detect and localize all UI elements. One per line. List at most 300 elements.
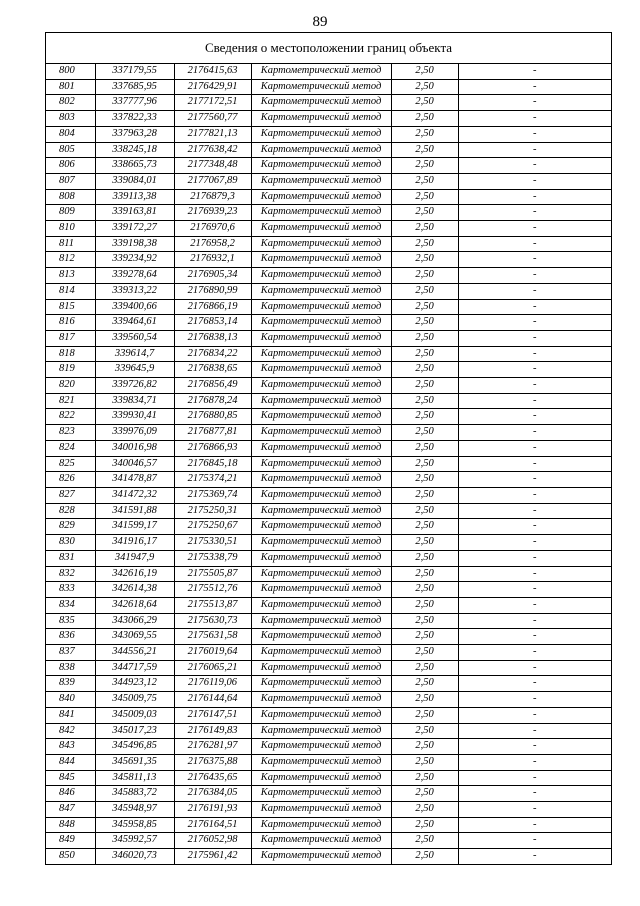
- point-number-cell: 810: [46, 221, 95, 237]
- accuracy-cell: 2,50: [391, 582, 458, 598]
- point-number-cell: 832: [46, 566, 95, 582]
- point-number-cell: 819: [46, 362, 95, 378]
- y-coordinate-cell: 2176415,63: [174, 64, 251, 79]
- x-coordinate-cell: 339400,66: [95, 299, 174, 315]
- method-cell: Картометрический метод: [251, 833, 391, 849]
- accuracy-cell: 2,50: [391, 487, 458, 503]
- accuracy-cell: 2,50: [391, 95, 458, 111]
- accuracy-cell: 2,50: [391, 786, 458, 802]
- y-coordinate-cell: 2176281,97: [174, 739, 251, 755]
- x-coordinate-cell: 345496,85: [95, 739, 174, 755]
- accuracy-cell: 2,50: [391, 205, 458, 221]
- point-number-cell: 803: [46, 111, 95, 127]
- method-cell: Картометрический метод: [251, 158, 391, 174]
- description-cell: -: [458, 173, 611, 189]
- y-coordinate-cell: 2176970,6: [174, 221, 251, 237]
- x-coordinate-cell: 341478,87: [95, 472, 174, 488]
- method-cell: Картометрический метод: [251, 111, 391, 127]
- accuracy-cell: 2,50: [391, 597, 458, 613]
- table-title: Сведения о местоположении границ объекта: [46, 33, 611, 64]
- x-coordinate-cell: 345883,72: [95, 786, 174, 802]
- description-cell: -: [458, 378, 611, 394]
- table-row: [46, 189, 611, 205]
- accuracy-cell: 2,50: [391, 79, 458, 95]
- accuracy-cell: 2,50: [391, 550, 458, 566]
- accuracy-cell: 2,50: [391, 409, 458, 425]
- x-coordinate-cell: 339560,54: [95, 330, 174, 346]
- x-coordinate-cell: 337822,33: [95, 111, 174, 127]
- description-cell: -: [458, 535, 611, 551]
- table-row: [46, 79, 611, 95]
- point-number-cell: 806: [46, 158, 95, 174]
- table-row: [46, 676, 611, 692]
- x-coordinate-cell: 341591,88: [95, 503, 174, 519]
- table-row: [46, 613, 611, 629]
- method-cell: Картометрический метод: [251, 79, 391, 95]
- method-cell: Картометрический метод: [251, 252, 391, 268]
- x-coordinate-cell: 341599,17: [95, 519, 174, 535]
- y-coordinate-cell: 2176375,88: [174, 754, 251, 770]
- method-cell: Картометрический метод: [251, 566, 391, 582]
- table-row: [46, 629, 611, 645]
- point-number-cell: 818: [46, 346, 95, 362]
- table-row: [46, 158, 611, 174]
- table-row: [46, 440, 611, 456]
- description-cell: -: [458, 613, 611, 629]
- description-cell: -: [458, 833, 611, 849]
- x-coordinate-cell: 338245,18: [95, 142, 174, 158]
- accuracy-cell: 2,50: [391, 158, 458, 174]
- y-coordinate-cell: 2176019,64: [174, 645, 251, 661]
- table-row: [46, 849, 611, 864]
- accuracy-cell: 2,50: [391, 849, 458, 864]
- y-coordinate-cell: 2175631,58: [174, 629, 251, 645]
- y-coordinate-cell: 2177821,13: [174, 126, 251, 142]
- x-coordinate-cell: 345009,75: [95, 692, 174, 708]
- y-coordinate-cell: 2175369,74: [174, 487, 251, 503]
- y-coordinate-cell: 2176429,91: [174, 79, 251, 95]
- x-coordinate-cell: 345948,97: [95, 802, 174, 818]
- method-cell: Картометрический метод: [251, 283, 391, 299]
- x-coordinate-cell: 340016,98: [95, 440, 174, 456]
- table-row: [46, 472, 611, 488]
- y-coordinate-cell: 2176856,49: [174, 378, 251, 394]
- accuracy-cell: 2,50: [391, 126, 458, 142]
- table-row: [46, 283, 611, 299]
- table-row: [46, 64, 611, 79]
- accuracy-cell: 2,50: [391, 535, 458, 551]
- accuracy-cell: 2,50: [391, 754, 458, 770]
- description-cell: -: [458, 550, 611, 566]
- accuracy-cell: 2,50: [391, 252, 458, 268]
- description-cell: -: [458, 707, 611, 723]
- x-coordinate-cell: 342616,19: [95, 566, 174, 582]
- point-number-cell: 828: [46, 503, 95, 519]
- method-cell: Картометрический метод: [251, 346, 391, 362]
- point-number-cell: 847: [46, 802, 95, 818]
- description-cell: -: [458, 645, 611, 661]
- method-cell: Картометрический метод: [251, 142, 391, 158]
- accuracy-cell: 2,50: [391, 299, 458, 315]
- table-row: [46, 236, 611, 252]
- point-number-cell: 805: [46, 142, 95, 158]
- point-number-cell: 833: [46, 582, 95, 598]
- method-cell: Картометрический метод: [251, 707, 391, 723]
- point-number-cell: 808: [46, 189, 95, 205]
- method-cell: Картометрический метод: [251, 362, 391, 378]
- method-cell: Картометрический метод: [251, 440, 391, 456]
- method-cell: Картометрический метод: [251, 409, 391, 425]
- point-number-cell: 815: [46, 299, 95, 315]
- description-cell: -: [458, 739, 611, 755]
- description-cell: -: [458, 126, 611, 142]
- y-coordinate-cell: 2177172,51: [174, 95, 251, 111]
- x-coordinate-cell: 339234,92: [95, 252, 174, 268]
- description-cell: -: [458, 189, 611, 205]
- point-number-cell: 849: [46, 833, 95, 849]
- boundary-table-sheet: [45, 32, 612, 865]
- description-cell: -: [458, 582, 611, 598]
- table-row: [46, 660, 611, 676]
- method-cell: Картометрический метод: [251, 95, 391, 111]
- table-row: [46, 550, 611, 566]
- y-coordinate-cell: 2176866,93: [174, 440, 251, 456]
- y-coordinate-cell: 2176065,21: [174, 660, 251, 676]
- method-cell: Картометрический метод: [251, 597, 391, 613]
- table-row: [46, 346, 611, 362]
- point-number-cell: 850: [46, 849, 95, 864]
- page-number: 89: [312, 14, 328, 30]
- y-coordinate-cell: 2176144,64: [174, 692, 251, 708]
- point-number-cell: 811: [46, 236, 95, 252]
- y-coordinate-cell: 2175250,31: [174, 503, 251, 519]
- table-row: [46, 582, 611, 598]
- x-coordinate-cell: 343066,29: [95, 613, 174, 629]
- point-number-cell: 827: [46, 487, 95, 503]
- table-row: [46, 833, 611, 849]
- point-number-cell: 841: [46, 707, 95, 723]
- x-coordinate-cell: 338665,73: [95, 158, 174, 174]
- point-number-cell: 835: [46, 613, 95, 629]
- method-cell: Картометрический метод: [251, 173, 391, 189]
- description-cell: -: [458, 79, 611, 95]
- point-number-cell: 838: [46, 660, 95, 676]
- accuracy-cell: 2,50: [391, 142, 458, 158]
- description-cell: -: [458, 362, 611, 378]
- accuracy-cell: 2,50: [391, 173, 458, 189]
- x-coordinate-cell: 342618,64: [95, 597, 174, 613]
- y-coordinate-cell: 2176932,1: [174, 252, 251, 268]
- x-coordinate-cell: 341947,9: [95, 550, 174, 566]
- accuracy-cell: 2,50: [391, 629, 458, 645]
- accuracy-cell: 2,50: [391, 378, 458, 394]
- table-row: [46, 770, 611, 786]
- y-coordinate-cell: 2175513,87: [174, 597, 251, 613]
- accuracy-cell: 2,50: [391, 268, 458, 284]
- description-cell: -: [458, 723, 611, 739]
- accuracy-cell: 2,50: [391, 362, 458, 378]
- accuracy-cell: 2,50: [391, 645, 458, 661]
- y-coordinate-cell: 2176164,51: [174, 817, 251, 833]
- point-number-cell: 826: [46, 472, 95, 488]
- table-row: [46, 535, 611, 551]
- point-number-cell: 814: [46, 283, 95, 299]
- y-coordinate-cell: 2176866,19: [174, 299, 251, 315]
- method-cell: Картометрический метод: [251, 754, 391, 770]
- method-cell: Картометрический метод: [251, 315, 391, 331]
- method-cell: Картометрический метод: [251, 582, 391, 598]
- x-coordinate-cell: 337685,95: [95, 79, 174, 95]
- y-coordinate-cell: 2176149,83: [174, 723, 251, 739]
- point-number-cell: 830: [46, 535, 95, 551]
- table-row: [46, 692, 611, 708]
- description-cell: -: [458, 346, 611, 362]
- y-coordinate-cell: 2175505,87: [174, 566, 251, 582]
- point-number-cell: 800: [46, 64, 95, 79]
- table-row: [46, 566, 611, 582]
- point-number-cell: 823: [46, 425, 95, 441]
- y-coordinate-cell: 2176878,24: [174, 393, 251, 409]
- x-coordinate-cell: 339084,01: [95, 173, 174, 189]
- point-number-cell: 843: [46, 739, 95, 755]
- table-row: [46, 111, 611, 127]
- point-number-cell: 840: [46, 692, 95, 708]
- description-cell: -: [458, 692, 611, 708]
- table-row: [46, 802, 611, 818]
- x-coordinate-cell: 339976,09: [95, 425, 174, 441]
- x-coordinate-cell: 339278,64: [95, 268, 174, 284]
- x-coordinate-cell: 337777,96: [95, 95, 174, 111]
- accuracy-cell: 2,50: [391, 456, 458, 472]
- description-cell: -: [458, 440, 611, 456]
- x-coordinate-cell: 343069,55: [95, 629, 174, 645]
- x-coordinate-cell: 339834,71: [95, 393, 174, 409]
- y-coordinate-cell: 2175961,42: [174, 849, 251, 864]
- description-cell: -: [458, 221, 611, 237]
- accuracy-cell: 2,50: [391, 817, 458, 833]
- description-cell: -: [458, 519, 611, 535]
- y-coordinate-cell: 2176052,98: [174, 833, 251, 849]
- table-row: [46, 268, 611, 284]
- x-coordinate-cell: 339198,38: [95, 236, 174, 252]
- table-row: [46, 754, 611, 770]
- y-coordinate-cell: 2176838,13: [174, 330, 251, 346]
- table-row: [46, 707, 611, 723]
- x-coordinate-cell: 339464,61: [95, 315, 174, 331]
- y-coordinate-cell: 2177638,42: [174, 142, 251, 158]
- method-cell: Картометрический метод: [251, 692, 391, 708]
- description-cell: -: [458, 487, 611, 503]
- y-coordinate-cell: 2176877,81: [174, 425, 251, 441]
- x-coordinate-cell: 339313,22: [95, 283, 174, 299]
- x-coordinate-cell: 345992,57: [95, 833, 174, 849]
- accuracy-cell: 2,50: [391, 111, 458, 127]
- point-number-cell: 844: [46, 754, 95, 770]
- description-cell: -: [458, 566, 611, 582]
- accuracy-cell: 2,50: [391, 833, 458, 849]
- x-coordinate-cell: 339163,81: [95, 205, 174, 221]
- point-number-cell: 813: [46, 268, 95, 284]
- accuracy-cell: 2,50: [391, 802, 458, 818]
- x-coordinate-cell: 340046,57: [95, 456, 174, 472]
- method-cell: Картометрический метод: [251, 221, 391, 237]
- point-number-cell: 839: [46, 676, 95, 692]
- x-coordinate-cell: 345958,85: [95, 817, 174, 833]
- method-cell: Картометрический метод: [251, 550, 391, 566]
- x-coordinate-cell: 339113,38: [95, 189, 174, 205]
- method-cell: Картометрический метод: [251, 330, 391, 346]
- point-number-cell: 829: [46, 519, 95, 535]
- accuracy-cell: 2,50: [391, 425, 458, 441]
- x-coordinate-cell: 345017,23: [95, 723, 174, 739]
- method-cell: Картометрический метод: [251, 126, 391, 142]
- table-row: [46, 487, 611, 503]
- y-coordinate-cell: 2176845,18: [174, 456, 251, 472]
- method-cell: Картометрический метод: [251, 660, 391, 676]
- description-cell: -: [458, 597, 611, 613]
- x-coordinate-cell: 344717,59: [95, 660, 174, 676]
- method-cell: Картометрический метод: [251, 770, 391, 786]
- coordinates-table: [46, 64, 611, 864]
- x-coordinate-cell: 345691,35: [95, 754, 174, 770]
- method-cell: Картометрический метод: [251, 817, 391, 833]
- y-coordinate-cell: 2175330,51: [174, 535, 251, 551]
- description-cell: -: [458, 660, 611, 676]
- method-cell: Картометрический метод: [251, 487, 391, 503]
- accuracy-cell: 2,50: [391, 346, 458, 362]
- point-number-cell: 816: [46, 315, 95, 331]
- description-cell: -: [458, 205, 611, 221]
- table-row: [46, 409, 611, 425]
- x-coordinate-cell: 337963,28: [95, 126, 174, 142]
- method-cell: Картометрический метод: [251, 205, 391, 221]
- accuracy-cell: 2,50: [391, 221, 458, 237]
- y-coordinate-cell: 2175250,67: [174, 519, 251, 535]
- point-number-cell: 801: [46, 79, 95, 95]
- y-coordinate-cell: 2177560,77: [174, 111, 251, 127]
- y-coordinate-cell: 2176191,93: [174, 802, 251, 818]
- accuracy-cell: 2,50: [391, 770, 458, 786]
- table-row: [46, 817, 611, 833]
- method-cell: Картометрический метод: [251, 645, 391, 661]
- y-coordinate-cell: 2175630,73: [174, 613, 251, 629]
- description-cell: -: [458, 64, 611, 79]
- point-number-cell: 809: [46, 205, 95, 221]
- point-number-cell: 837: [46, 645, 95, 661]
- table-row: [46, 299, 611, 315]
- description-cell: -: [458, 95, 611, 111]
- point-number-cell: 804: [46, 126, 95, 142]
- description-cell: -: [458, 111, 611, 127]
- point-number-cell: 834: [46, 597, 95, 613]
- y-coordinate-cell: 2175512,76: [174, 582, 251, 598]
- x-coordinate-cell: 344556,21: [95, 645, 174, 661]
- y-coordinate-cell: 2177348,48: [174, 158, 251, 174]
- description-cell: -: [458, 472, 611, 488]
- method-cell: Картометрический метод: [251, 503, 391, 519]
- accuracy-cell: 2,50: [391, 472, 458, 488]
- y-coordinate-cell: 2176435,65: [174, 770, 251, 786]
- x-coordinate-cell: 339930,41: [95, 409, 174, 425]
- description-cell: -: [458, 315, 611, 331]
- method-cell: Картометрический метод: [251, 519, 391, 535]
- table-row: [46, 252, 611, 268]
- accuracy-cell: 2,50: [391, 236, 458, 252]
- method-cell: Картометрический метод: [251, 456, 391, 472]
- table-row: [46, 362, 611, 378]
- table-row: [46, 126, 611, 142]
- accuracy-cell: 2,50: [391, 283, 458, 299]
- y-coordinate-cell: 2176147,51: [174, 707, 251, 723]
- method-cell: Картометрический метод: [251, 802, 391, 818]
- y-coordinate-cell: 2177067,89: [174, 173, 251, 189]
- point-number-cell: 842: [46, 723, 95, 739]
- description-cell: -: [458, 268, 611, 284]
- description-cell: -: [458, 786, 611, 802]
- accuracy-cell: 2,50: [391, 707, 458, 723]
- description-cell: -: [458, 817, 611, 833]
- table-row: [46, 503, 611, 519]
- point-number-cell: 817: [46, 330, 95, 346]
- accuracy-cell: 2,50: [391, 723, 458, 739]
- point-number-cell: 822: [46, 409, 95, 425]
- table-row: [46, 95, 611, 111]
- y-coordinate-cell: 2176879,3: [174, 189, 251, 205]
- point-number-cell: 821: [46, 393, 95, 409]
- method-cell: Картометрический метод: [251, 64, 391, 79]
- method-cell: Картометрический метод: [251, 299, 391, 315]
- table-row: [46, 425, 611, 441]
- description-cell: -: [458, 425, 611, 441]
- point-number-cell: 825: [46, 456, 95, 472]
- x-coordinate-cell: 345811,13: [95, 770, 174, 786]
- coordinates-table-body: [46, 64, 611, 864]
- accuracy-cell: 2,50: [391, 692, 458, 708]
- x-coordinate-cell: 346020,73: [95, 849, 174, 864]
- description-cell: -: [458, 676, 611, 692]
- accuracy-cell: 2,50: [391, 739, 458, 755]
- y-coordinate-cell: 2176834,22: [174, 346, 251, 362]
- table-row: [46, 597, 611, 613]
- x-coordinate-cell: 341472,32: [95, 487, 174, 503]
- table-row: [46, 205, 611, 221]
- point-number-cell: 845: [46, 770, 95, 786]
- description-cell: -: [458, 409, 611, 425]
- method-cell: Картометрический метод: [251, 723, 391, 739]
- method-cell: Картометрический метод: [251, 613, 391, 629]
- table-row: [46, 739, 611, 755]
- accuracy-cell: 2,50: [391, 519, 458, 535]
- method-cell: Картометрический метод: [251, 739, 391, 755]
- description-cell: -: [458, 299, 611, 315]
- y-coordinate-cell: 2176838,65: [174, 362, 251, 378]
- y-coordinate-cell: 2176958,2: [174, 236, 251, 252]
- description-cell: -: [458, 849, 611, 864]
- point-number-cell: 848: [46, 817, 95, 833]
- table-row: [46, 142, 611, 158]
- x-coordinate-cell: 339614,7: [95, 346, 174, 362]
- accuracy-cell: 2,50: [391, 660, 458, 676]
- point-number-cell: 802: [46, 95, 95, 111]
- point-number-cell: 824: [46, 440, 95, 456]
- method-cell: Картометрический метод: [251, 535, 391, 551]
- y-coordinate-cell: 2176939,23: [174, 205, 251, 221]
- table-row: [46, 723, 611, 739]
- table-row: [46, 378, 611, 394]
- method-cell: Картометрический метод: [251, 629, 391, 645]
- x-coordinate-cell: 342614,38: [95, 582, 174, 598]
- accuracy-cell: 2,50: [391, 440, 458, 456]
